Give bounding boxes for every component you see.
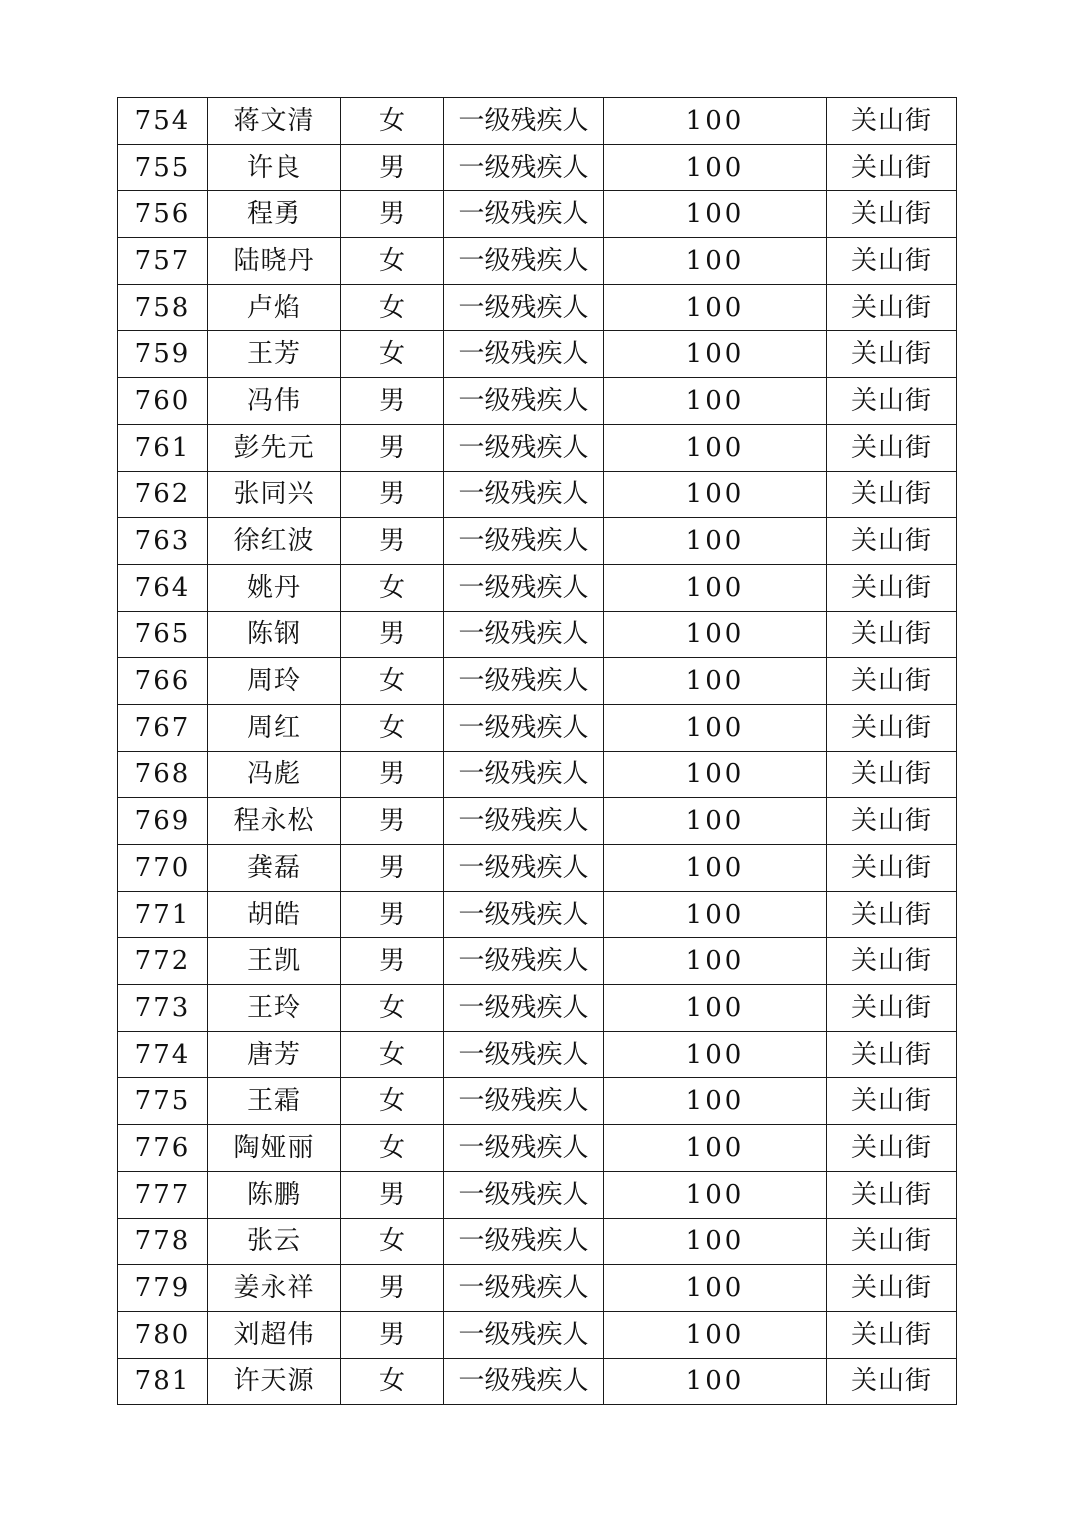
- name-cell: 刘超伟: [208, 1311, 341, 1358]
- table-row: [118, 1031, 957, 1078]
- street-cell: 关山街: [827, 1171, 957, 1218]
- name-cell: 冯彪: [208, 751, 341, 798]
- table-row: [118, 191, 957, 238]
- category-cell: 一级残疾人: [444, 98, 604, 145]
- amount-cell: 100: [604, 798, 827, 845]
- amount-cell: 100: [604, 611, 827, 658]
- street-cell: 关山街: [827, 1311, 957, 1358]
- street-cell: 关山街: [827, 891, 957, 938]
- category-cell: 一级残疾人: [444, 1125, 604, 1172]
- gender-cell: 男: [341, 378, 444, 425]
- name-cell: 程勇: [208, 191, 341, 238]
- category-cell: 一级残疾人: [444, 751, 604, 798]
- gender-cell: 男: [341, 891, 444, 938]
- name-cell: 王玲: [208, 985, 341, 1032]
- gender-cell: 女: [341, 1218, 444, 1265]
- amount-cell: 100: [604, 891, 827, 938]
- gender-cell: 男: [341, 798, 444, 845]
- serial-number-cell: 768: [118, 751, 208, 798]
- amount-cell: 100: [604, 144, 827, 191]
- name-cell: 胡皓: [208, 891, 341, 938]
- category-cell: 一级残疾人: [444, 471, 604, 518]
- gender-cell: 女: [341, 704, 444, 751]
- gender-cell: 女: [341, 331, 444, 378]
- category-cell: 一级残疾人: [444, 1171, 604, 1218]
- roster-table: [117, 97, 957, 1405]
- name-cell: 徐红波: [208, 518, 341, 565]
- serial-number-cell: 764: [118, 564, 208, 611]
- table-row: [118, 985, 957, 1032]
- street-cell: 关山街: [827, 658, 957, 705]
- serial-number-cell: 772: [118, 938, 208, 985]
- gender-cell: 男: [341, 845, 444, 892]
- street-cell: 关山街: [827, 1265, 957, 1312]
- street-cell: 关山街: [827, 1358, 957, 1405]
- name-cell: 陆晓丹: [208, 238, 341, 285]
- amount-cell: 100: [604, 471, 827, 518]
- table-row: [118, 658, 957, 705]
- category-cell: 一级残疾人: [444, 798, 604, 845]
- category-cell: 一级残疾人: [444, 938, 604, 985]
- table-row: [118, 611, 957, 658]
- serial-number-cell: 763: [118, 518, 208, 565]
- table-row: [118, 1171, 957, 1218]
- category-cell: 一级残疾人: [444, 891, 604, 938]
- category-cell: 一级残疾人: [444, 564, 604, 611]
- roster-table-body: [118, 98, 957, 1405]
- name-cell: 陈钢: [208, 611, 341, 658]
- table-row: [118, 331, 957, 378]
- serial-number-cell: 766: [118, 658, 208, 705]
- table-row: [118, 751, 957, 798]
- serial-number-cell: 771: [118, 891, 208, 938]
- serial-number-cell: 777: [118, 1171, 208, 1218]
- serial-number-cell: 767: [118, 704, 208, 751]
- serial-number-cell: 769: [118, 798, 208, 845]
- street-cell: 关山街: [827, 331, 957, 378]
- street-cell: 关山街: [827, 471, 957, 518]
- amount-cell: 100: [604, 1311, 827, 1358]
- street-cell: 关山街: [827, 378, 957, 425]
- gender-cell: 男: [341, 1171, 444, 1218]
- amount-cell: 100: [604, 1171, 827, 1218]
- category-cell: 一级残疾人: [444, 658, 604, 705]
- amount-cell: 100: [604, 191, 827, 238]
- amount-cell: 100: [604, 98, 827, 145]
- name-cell: 彭先元: [208, 424, 341, 471]
- street-cell: 关山街: [827, 611, 957, 658]
- amount-cell: 100: [604, 238, 827, 285]
- amount-cell: 100: [604, 1358, 827, 1405]
- table-row: [118, 845, 957, 892]
- serial-number-cell: 760: [118, 378, 208, 425]
- name-cell: 王霜: [208, 1078, 341, 1125]
- category-cell: 一级残疾人: [444, 611, 604, 658]
- name-cell: 卢焰: [208, 284, 341, 331]
- table-row: [118, 891, 957, 938]
- category-cell: 一级残疾人: [444, 985, 604, 1032]
- street-cell: 关山街: [827, 284, 957, 331]
- gender-cell: 男: [341, 1265, 444, 1312]
- name-cell: 陶娅丽: [208, 1125, 341, 1172]
- table-row: [118, 564, 957, 611]
- amount-cell: 100: [604, 658, 827, 705]
- serial-number-cell: 758: [118, 284, 208, 331]
- category-cell: 一级残疾人: [444, 1218, 604, 1265]
- name-cell: 姚丹: [208, 564, 341, 611]
- serial-number-cell: 759: [118, 331, 208, 378]
- name-cell: 王凯: [208, 938, 341, 985]
- gender-cell: 男: [341, 1311, 444, 1358]
- street-cell: 关山街: [827, 238, 957, 285]
- amount-cell: 100: [604, 1218, 827, 1265]
- amount-cell: 100: [604, 378, 827, 425]
- category-cell: 一级残疾人: [444, 1358, 604, 1405]
- name-cell: 周玲: [208, 658, 341, 705]
- name-cell: 周红: [208, 704, 341, 751]
- name-cell: 冯伟: [208, 378, 341, 425]
- name-cell: 陈鹏: [208, 1171, 341, 1218]
- street-cell: 关山街: [827, 845, 957, 892]
- serial-number-cell: 757: [118, 238, 208, 285]
- category-cell: 一级残疾人: [444, 704, 604, 751]
- serial-number-cell: 754: [118, 98, 208, 145]
- table-row: [118, 284, 957, 331]
- amount-cell: 100: [604, 751, 827, 798]
- gender-cell: 男: [341, 471, 444, 518]
- table-row: [118, 378, 957, 425]
- table-row: [118, 1311, 957, 1358]
- serial-number-cell: 774: [118, 1031, 208, 1078]
- category-cell: 一级残疾人: [444, 284, 604, 331]
- amount-cell: 100: [604, 1031, 827, 1078]
- serial-number-cell: 780: [118, 1311, 208, 1358]
- gender-cell: 男: [341, 611, 444, 658]
- table-row: [118, 1265, 957, 1312]
- category-cell: 一级残疾人: [444, 1031, 604, 1078]
- table-row: [118, 1078, 957, 1125]
- street-cell: 关山街: [827, 985, 957, 1032]
- serial-number-cell: 765: [118, 611, 208, 658]
- street-cell: 关山街: [827, 1031, 957, 1078]
- table-row: [118, 1218, 957, 1265]
- street-cell: 关山街: [827, 704, 957, 751]
- serial-number-cell: 770: [118, 845, 208, 892]
- street-cell: 关山街: [827, 144, 957, 191]
- serial-number-cell: 775: [118, 1078, 208, 1125]
- name-cell: 程永松: [208, 798, 341, 845]
- serial-number-cell: 761: [118, 424, 208, 471]
- name-cell: 许良: [208, 144, 341, 191]
- category-cell: 一级残疾人: [444, 238, 604, 285]
- gender-cell: 女: [341, 985, 444, 1032]
- amount-cell: 100: [604, 518, 827, 565]
- serial-number-cell: 762: [118, 471, 208, 518]
- table-row: [118, 238, 957, 285]
- street-cell: 关山街: [827, 191, 957, 238]
- category-cell: 一级残疾人: [444, 1078, 604, 1125]
- street-cell: 关山街: [827, 751, 957, 798]
- gender-cell: 男: [341, 191, 444, 238]
- name-cell: 许天源: [208, 1358, 341, 1405]
- serial-number-cell: 776: [118, 1125, 208, 1172]
- table-row: [118, 424, 957, 471]
- street-cell: 关山街: [827, 798, 957, 845]
- category-cell: 一级残疾人: [444, 144, 604, 191]
- table-row: [118, 704, 957, 751]
- category-cell: 一级残疾人: [444, 331, 604, 378]
- amount-cell: 100: [604, 985, 827, 1032]
- serial-number-cell: 773: [118, 985, 208, 1032]
- amount-cell: 100: [604, 845, 827, 892]
- amount-cell: 100: [604, 564, 827, 611]
- gender-cell: 男: [341, 938, 444, 985]
- name-cell: 龚磊: [208, 845, 341, 892]
- name-cell: 唐芳: [208, 1031, 341, 1078]
- gender-cell: 男: [341, 751, 444, 798]
- category-cell: 一级残疾人: [444, 191, 604, 238]
- category-cell: 一级残疾人: [444, 845, 604, 892]
- table-row: [118, 518, 957, 565]
- amount-cell: 100: [604, 704, 827, 751]
- amount-cell: 100: [604, 284, 827, 331]
- street-cell: 关山街: [827, 1078, 957, 1125]
- table-row: [118, 798, 957, 845]
- category-cell: 一级残疾人: [444, 378, 604, 425]
- amount-cell: 100: [604, 424, 827, 471]
- gender-cell: 女: [341, 1358, 444, 1405]
- serial-number-cell: 781: [118, 1358, 208, 1405]
- amount-cell: 100: [604, 331, 827, 378]
- name-cell: 王芳: [208, 331, 341, 378]
- serial-number-cell: 778: [118, 1218, 208, 1265]
- street-cell: 关山街: [827, 938, 957, 985]
- table-row: [118, 471, 957, 518]
- gender-cell: 男: [341, 144, 444, 191]
- category-cell: 一级残疾人: [444, 518, 604, 565]
- table-row: [118, 144, 957, 191]
- gender-cell: 女: [341, 1031, 444, 1078]
- gender-cell: 男: [341, 424, 444, 471]
- serial-number-cell: 756: [118, 191, 208, 238]
- street-cell: 关山街: [827, 564, 957, 611]
- gender-cell: 女: [341, 238, 444, 285]
- street-cell: 关山街: [827, 98, 957, 145]
- table-row: [118, 1358, 957, 1405]
- category-cell: 一级残疾人: [444, 1265, 604, 1312]
- street-cell: 关山街: [827, 1125, 957, 1172]
- amount-cell: 100: [604, 1265, 827, 1312]
- table-row: [118, 98, 957, 145]
- gender-cell: 女: [341, 658, 444, 705]
- serial-number-cell: 779: [118, 1265, 208, 1312]
- gender-cell: 女: [341, 1078, 444, 1125]
- street-cell: 关山街: [827, 518, 957, 565]
- category-cell: 一级残疾人: [444, 1311, 604, 1358]
- gender-cell: 女: [341, 564, 444, 611]
- name-cell: 张云: [208, 1218, 341, 1265]
- category-cell: 一级残疾人: [444, 424, 604, 471]
- name-cell: 蒋文清: [208, 98, 341, 145]
- table-row: [118, 938, 957, 985]
- gender-cell: 女: [341, 284, 444, 331]
- serial-number-cell: 755: [118, 144, 208, 191]
- gender-cell: 男: [341, 518, 444, 565]
- amount-cell: 100: [604, 1078, 827, 1125]
- table-row: [118, 1125, 957, 1172]
- street-cell: 关山街: [827, 1218, 957, 1265]
- amount-cell: 100: [604, 1125, 827, 1172]
- gender-cell: 女: [341, 1125, 444, 1172]
- amount-cell: 100: [604, 938, 827, 985]
- name-cell: 张同兴: [208, 471, 341, 518]
- gender-cell: 女: [341, 98, 444, 145]
- street-cell: 关山街: [827, 424, 957, 471]
- name-cell: 姜永祥: [208, 1265, 341, 1312]
